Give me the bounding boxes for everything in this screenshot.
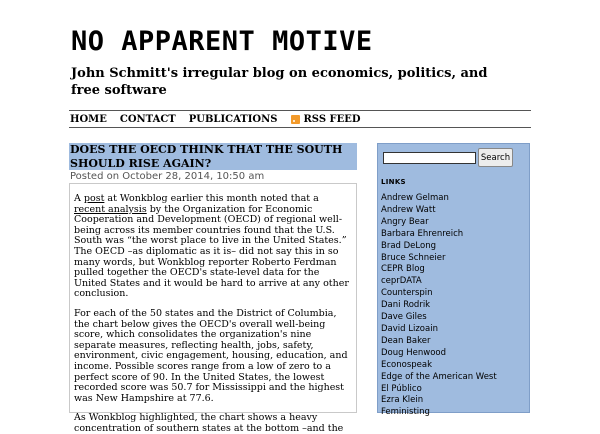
link-item[interactable]: Counterspin <box>381 288 433 299</box>
link-item[interactable]: Brad DeLong <box>381 240 436 251</box>
links-heading: LINKS <box>381 178 406 186</box>
nav-rss-label: RSS FEED <box>303 113 361 125</box>
post-link[interactable]: post <box>83 193 105 204</box>
link-item[interactable]: Barbara Ehrenreich <box>381 228 464 239</box>
post-paragraph-2: For each of the 50 states and the District of Columbia, the chart below gives the OECD's overall well-being score, which consolidates the organization's nine separate measures, reflecting health, jobs, safety, environment, civic engagement, housing, education, and income. Possible scores range from a low of zero to a perfect score of 90. In the United States, the lowest recorded score was 50.7 for Mississippi and the highest was New Hampshire at 77.6. <box>74 307 348 404</box>
links-list <box>381 193 497 419</box>
link-item[interactable]: Ezra Klein <box>381 395 424 406</box>
link-item[interactable]: David Lizoain <box>381 323 438 334</box>
main-nav <box>69 110 531 128</box>
link-item[interactable]: Dean Baker <box>381 335 431 346</box>
link-item[interactable]: Feministing <box>381 407 430 418</box>
post-title[interactable]: DOES THE OECD THINK THAT THE SOUTH SHOULD RISE AGAIN? <box>70 143 343 170</box>
nav-home[interactable]: HOME <box>70 113 107 125</box>
link-item[interactable]: El Público <box>381 383 422 394</box>
link-item[interactable]: Bruce Schneier <box>381 252 446 263</box>
recent-analysis-link[interactable]: recent analysis <box>74 203 147 215</box>
search-button[interactable]: Search <box>478 148 513 167</box>
link-item[interactable]: Edge of the American West <box>381 371 497 382</box>
link-item[interactable]: CEPR Blog <box>381 264 425 275</box>
link-item[interactable]: Dave Giles <box>381 312 427 323</box>
post-meta: Posted on October 28, 2014, 10:50 am <box>70 171 265 182</box>
sidebar <box>377 143 530 418</box>
link-item[interactable]: Andrew Watt <box>381 204 436 215</box>
site-tagline: John Schmitt's irregular blog on economics, politics, and free software <box>71 66 488 98</box>
link-item[interactable]: Doug Henwood <box>381 347 446 358</box>
link-item[interactable]: Andrew Gelman <box>381 193 449 203</box>
link-item[interactable]: ceprDATA <box>381 276 422 287</box>
post-paragraph-1: A post at Wonkblog earlier this month noted that a recent analysis by the Organization for Economic Cooperation and Development (OECD) of regional well-being across its member countries found that the U.S. South was “the worst place to live in the United States.” The OECD –as diplomatic as it is– did not say this in so many words, but Wonkblog reporter Roberto Ferdman pulled together the OECD's state-level data for the United States and it would be hard to arrive at any other conclusion. <box>74 193 349 300</box>
link-item[interactable]: Dani Rodrik <box>381 300 431 311</box>
post-paragraph-3: As Wonkblog highlighted, the chart shows a heavy concentration of southern states at the bottom –and the <box>74 412 344 434</box>
nav-publications[interactable]: PUBLICATIONS <box>188 113 278 125</box>
site-title[interactable]: NO APPARENT MOTIVE <box>71 26 373 57</box>
link-item[interactable]: Angry Bear <box>381 216 429 227</box>
search-input[interactable] <box>383 152 476 164</box>
rss-icon <box>291 115 300 124</box>
link-item[interactable]: Econospeak <box>381 359 433 370</box>
nav-rss-feed[interactable] <box>291 114 361 125</box>
nav-contact[interactable]: CONTACT <box>119 113 176 125</box>
post-body <box>69 183 357 434</box>
